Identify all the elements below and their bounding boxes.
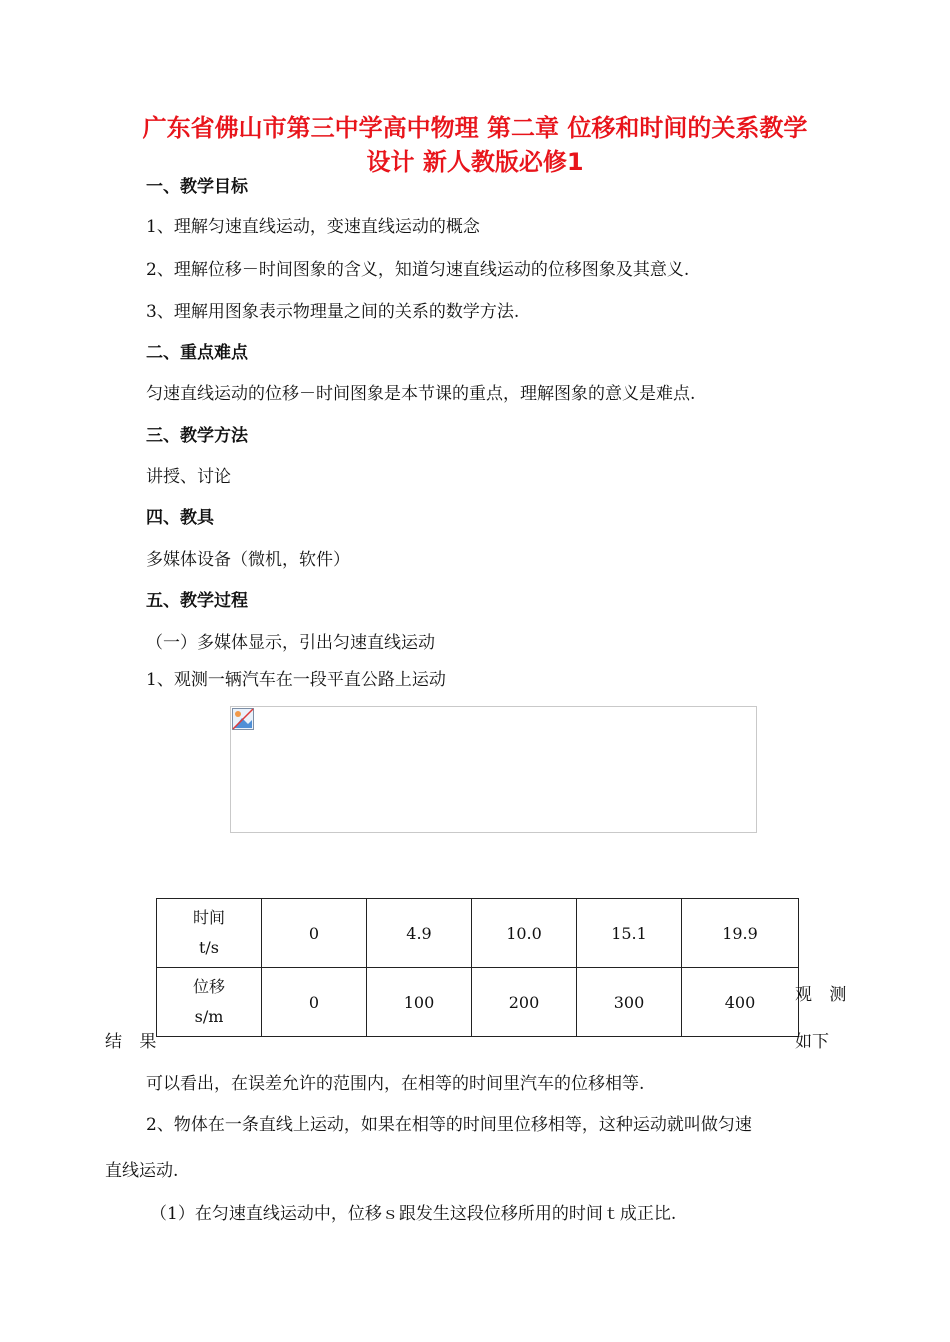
objective-item-2: 2、理解位移－时间图象的含义，知道匀速直线运动的位移图象及其意义.: [146, 260, 690, 280]
table-row-displacement: [157, 968, 799, 1037]
objective-item-3: 3、理解用图象表示物理量之间的关系的数学方法.: [146, 302, 520, 322]
table-cell: 0: [262, 899, 367, 968]
section-heading-objectives: 一、教学目标: [146, 177, 248, 197]
table-cell: 100: [367, 968, 472, 1037]
doc-title-line1: 广东省佛山市第三中学高中物理 第二章 位移和时间的关系教学: [142, 114, 808, 142]
table-row-time: [157, 899, 799, 968]
key-points-text: 匀速直线运动的位移－时间图象是本节课的重点，理解图象的意义是难点.: [146, 384, 696, 404]
paragraph-proportional: （1）在匀速直线运动中，位移ｓ跟发生这段位移所用的时间ｔ成正比.: [150, 1204, 677, 1224]
paragraph-definition-line2: 直线运动.: [105, 1161, 179, 1181]
section-heading-methods: 三、教学方法: [146, 426, 248, 446]
table-cell: 4.9: [367, 899, 472, 968]
time-header-label: 时间: [192, 908, 225, 927]
section-heading-process: 五、教学过程: [146, 591, 248, 611]
table-cell: 300: [577, 968, 682, 1037]
methods-text: 讲授、讨论: [146, 467, 231, 487]
table-cell: 19.9: [682, 899, 799, 968]
time-header-unit: t/s: [198, 938, 220, 957]
displacement-header-label: 位移: [192, 977, 225, 996]
tools-text: 多媒体设备（微机，软件）: [146, 550, 350, 570]
objective-item-1: 1、理解匀速直线运动，变速直线运动的概念: [146, 217, 480, 237]
table-cell: 0: [262, 968, 367, 1037]
paragraph-definition-line1: 2、物体在一条直线上运动，如果在相等的时间里位移相等，这种运动就叫做匀速: [146, 1115, 752, 1135]
section-heading-key-points: 二、重点难点: [146, 343, 248, 363]
image-placeholder: [230, 706, 757, 833]
side-text-result: 结 果: [105, 1032, 163, 1052]
process-item1: 1、观测一辆汽车在一段平直公路上运动: [146, 670, 446, 690]
time-header-cell: [157, 899, 262, 968]
displacement-header-unit: s/m: [194, 1007, 224, 1026]
paragraph-conclusion: 可以看出，在误差允许的范围内，在相等的时间里汽车的位移相等.: [146, 1074, 645, 1094]
table-cell: 400: [682, 968, 799, 1037]
broken-image-icon: [232, 708, 254, 730]
section-heading-tools: 四、教具: [146, 508, 214, 528]
side-text-as-follows: 如下: [795, 1032, 829, 1052]
doc-title-line2: 设计 新人教版必修1: [366, 148, 584, 176]
side-text-observe: 观 测: [795, 985, 853, 1005]
table-cell: 10.0: [472, 899, 577, 968]
table-cell: 15.1: [577, 899, 682, 968]
observation-table: [156, 898, 799, 1037]
table-cell: 200: [472, 968, 577, 1037]
process-sub1: （一）多媒体显示，引出匀速直线运动: [146, 633, 435, 653]
displacement-header-cell: [157, 968, 262, 1037]
